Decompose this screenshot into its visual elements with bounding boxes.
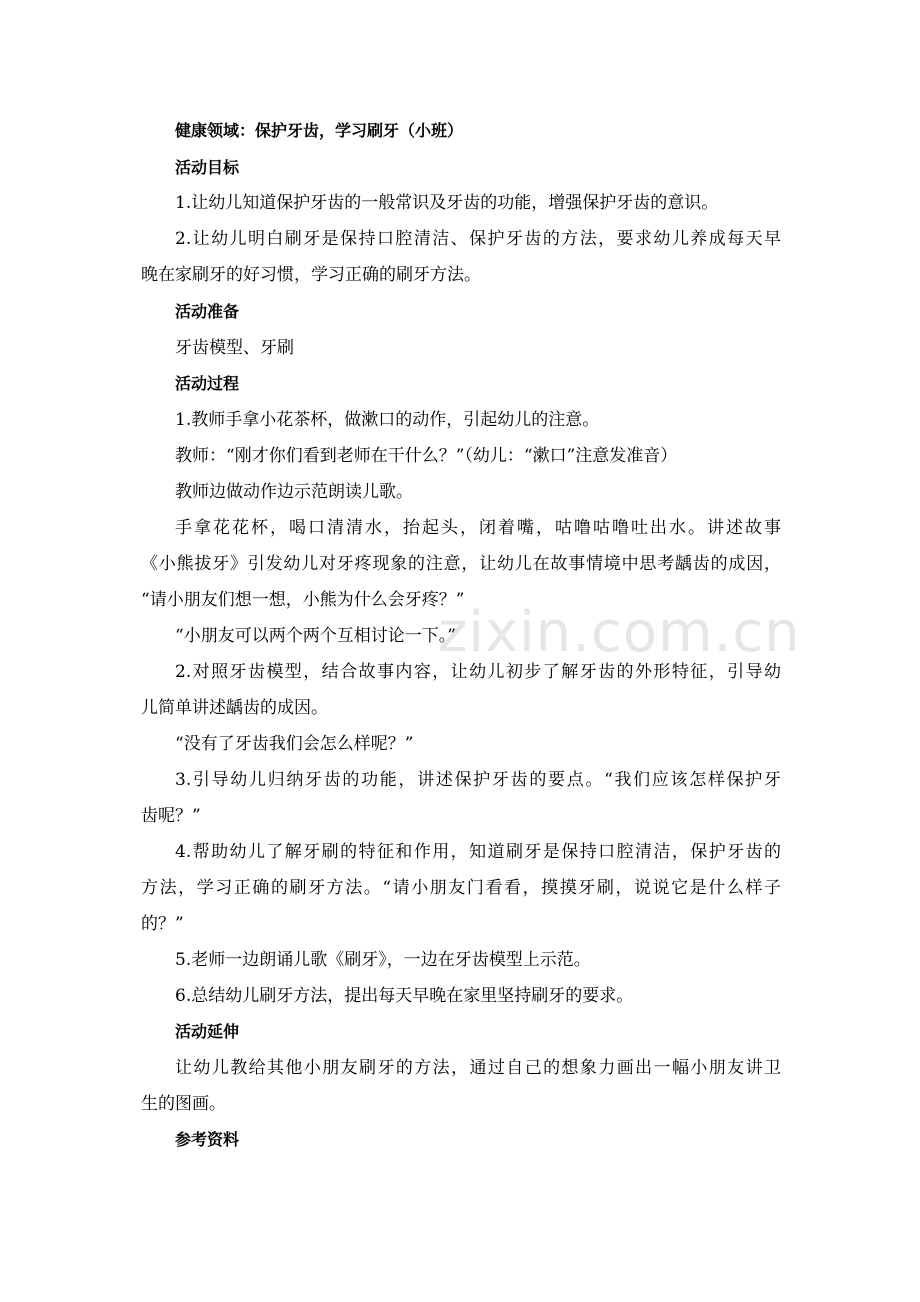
document-title: 健康领域：保护牙齿，学习刷牙（小班） — [175, 121, 464, 140]
section-heading-prep: 活动准备 — [175, 302, 240, 321]
paragraph-teacher-question: 教师：“刚才你们看到老师在干什么？”（幼儿：“漱口”注意发准音） — [175, 446, 678, 466]
paragraph-rhyme-line-3: “请小朋友们想一想，小熊为什么会牙疼？” — [141, 590, 465, 610]
paragraph-extension-line-2: 生的图画。 — [141, 1094, 226, 1114]
paragraph-step-2-line-2: 儿简单讲述龋齿的成因。 — [141, 698, 328, 718]
section-heading-reference: 参考资料 — [175, 1130, 240, 1149]
paragraph-step-3-line-1: 3.引导幼儿归纳牙齿的功能，讲述保护牙齿的要点。“我们应该怎样保护牙 — [175, 770, 781, 790]
paragraph-rhyme-line-2: 《小熊拔牙》引发幼儿对牙疼现象的注意，让幼儿在故事情境中思考龋齿的成因， — [141, 554, 781, 574]
paragraph-step-4-line-3: 的？” — [141, 914, 184, 934]
paragraph-demo: 教师边做动作边示范朗读儿歌。 — [175, 482, 413, 502]
section-heading-process: 活动过程 — [175, 374, 240, 393]
section-heading-goals: 活动目标 — [175, 158, 240, 177]
paragraph-prep: 牙齿模型、牙刷 — [175, 338, 294, 358]
paragraph-step-6: 6.总结幼儿刷牙方法，提出每天早晚在家里坚持刷牙的要求。 — [175, 986, 634, 1006]
watermark: zixin.com.cn — [438, 600, 801, 665]
paragraph-extension-line-1: 让幼儿教给其他小朋友刷牙的方法，通过自己的想象力画出一幅小朋友讲卫 — [175, 1058, 781, 1078]
section-heading-extension: 活动延伸 — [175, 1022, 240, 1041]
paragraph-step-2-line-1: 2.对照牙齿模型，结合故事内容，让幼儿初步了解牙齿的外形特征，引导幼 — [175, 662, 781, 682]
paragraph-goal-2-line-2: 晚在家刷牙的好习惯，学习正确的刷牙方法。 — [141, 265, 481, 285]
paragraph-step-4-line-2: 方法，学习正确的刷牙方法。“请小朋友门看看，摸摸牙刷，说说它是什么样子 — [141, 878, 781, 898]
paragraph-goal-1: 1.让幼儿知道保护牙齿的一般常识及牙齿的功能，增强保护牙齿的意识。 — [175, 193, 719, 213]
paragraph-step-3-line-2: 齿呢？” — [141, 806, 201, 826]
paragraph-step-5: 5.老师一边朗诵儿歌《刷牙》，一边在牙齿模型上示范。 — [175, 950, 591, 970]
paragraph-no-teeth-question: “没有了牙齿我们会怎么样呢？” — [175, 734, 414, 754]
paragraph-step-4-line-1: 4.帮助幼儿了解牙刷的特征和作用，知道刷牙是保持口腔清洁，保护牙齿的 — [175, 842, 781, 862]
paragraph-goal-2-line-1: 2.让幼儿明白刷牙是保持口腔清洁、保护牙齿的方法，要求幼儿养成每天早 — [175, 229, 781, 249]
paragraph-step-1: 1.教师手拿小花茶杯，做漱口的动作，引起幼儿的注意。 — [175, 410, 600, 430]
paragraph-discussion: “小朋友可以两个两个互相讨论一下。” — [175, 626, 456, 646]
paragraph-rhyme-line-1: 手拿花花杯，喝口清清水，抬起头，闭着嘴，咕噜咕噜吐出水。讲述故事 — [175, 518, 781, 538]
